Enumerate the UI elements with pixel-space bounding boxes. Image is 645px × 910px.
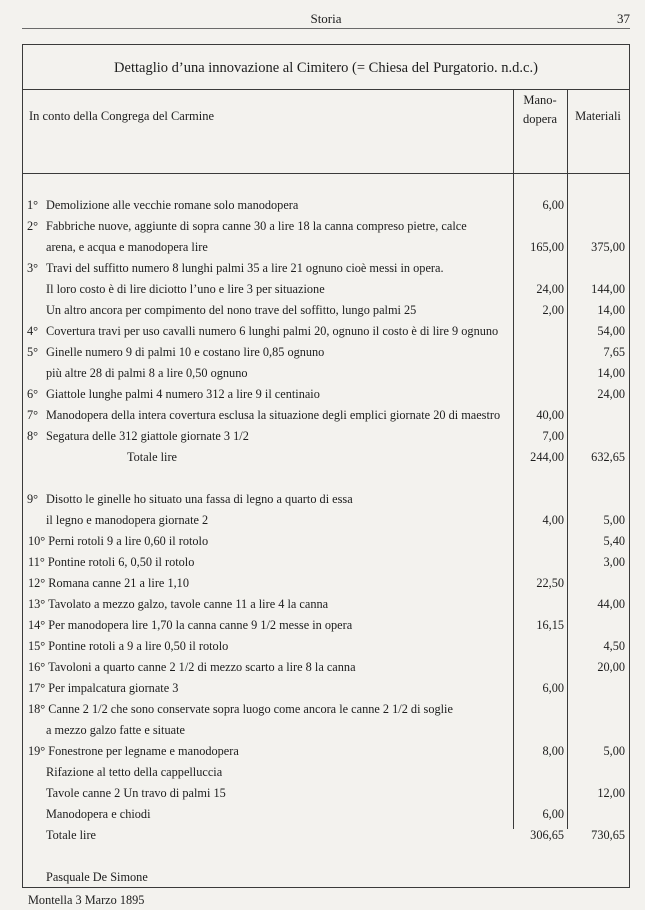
materiali-value: 14,00: [597, 366, 625, 380]
row-description: 13° Tavolato a mezzo galzo, tavole canne 11 a lire 4 la canna: [28, 597, 329, 611]
table-row: [23, 510, 629, 530]
materiali-value: 20,00: [597, 660, 625, 674]
table-row: [23, 489, 629, 509]
table-row: [23, 237, 629, 257]
materiali-value: 144,00: [591, 282, 625, 296]
manodopera-value: 6,00: [542, 198, 564, 212]
row-number: 9°: [27, 492, 39, 506]
table-row: [23, 573, 629, 593]
manodopera-value: 24,00: [536, 282, 564, 296]
materiali-value: 4,50: [603, 639, 625, 653]
materiali-value: 3,00: [603, 555, 625, 569]
table-row: [23, 216, 629, 236]
table-row: [23, 300, 629, 320]
page-number: 37: [617, 11, 630, 26]
materiali-value: 5,00: [603, 513, 625, 527]
row-description: Un altro ancora per compimento del nono trave del soffitto, lungo palmi 25: [46, 303, 417, 317]
table-row: [23, 321, 629, 341]
row-description: 19° Fonestrone per legname e manodopera: [28, 744, 239, 758]
manodopera-header: [513, 89, 567, 174]
table-row: [23, 363, 629, 383]
row-description: 11° Pontine rotoli 6, 0,50 il rotolo: [28, 555, 195, 569]
manodopera-value: 6,00: [542, 681, 564, 695]
table-row: [23, 741, 629, 761]
manodopera-value: 6,00: [542, 807, 564, 821]
materiali-value: 44,00: [597, 597, 625, 611]
row-description: Totale lire: [127, 450, 178, 464]
table-row: [23, 825, 629, 845]
row-description: arena, e acqua e manodopera lire: [46, 240, 208, 254]
row-description: Il loro costo è di lire diciotto l’uno e lire 3 per situazione: [46, 282, 325, 296]
row-description: Pasquale De Simone: [46, 870, 148, 884]
row-description: Totale lire: [46, 828, 97, 842]
row-number: 8°: [27, 429, 39, 443]
manodopera-value: 40,00: [536, 408, 564, 422]
row-description: Ginelle numero 9 di palmi 10 e costano lire 0,85 ognuno: [46, 345, 325, 359]
table-row: [23, 657, 629, 677]
row-description: Disotto le ginelle ho situato una fassa di legno a quarto di essa: [46, 492, 353, 506]
row-number: 1°: [27, 198, 39, 212]
row-description: 14° Per manodopera lire 1,70 la canna canne 9 1/2 messe in opera: [28, 618, 353, 632]
table-row: [23, 531, 629, 551]
row-number: 6°: [27, 387, 39, 401]
row-description: Montella 3 Marzo 1895: [28, 893, 145, 907]
page-header: [22, 8, 630, 29]
row-description: a mezzo galzo fatte e situate: [46, 723, 185, 737]
row-description: 18° Canne 2 1/2 che sono conservate sopra luogo come ancora le canne 2 1/2 di soglie: [28, 702, 453, 716]
table-row: [23, 699, 629, 719]
table-row: [23, 258, 629, 278]
row-description: 16° Tavoloni a quarto canne 2 1/2 di mezzo scarto a lire 8 la canna: [28, 660, 356, 674]
row-description: Tavole canne 2 Un travo di palmi 15: [46, 786, 226, 800]
manodopera-value: 16,15: [536, 618, 564, 632]
manodopera-value: 22,50: [536, 576, 564, 590]
table-row: [23, 720, 629, 740]
table-row: [23, 594, 629, 614]
manodopera-value: 165,00: [530, 240, 564, 254]
table-row: [23, 552, 629, 572]
row-description: Travi del suffitto numero 8 lunghi palmi 35 a lire 21 ognuno cioè messi in opera.: [46, 261, 444, 275]
table-row: [23, 890, 629, 910]
manodopera-value: 306,65: [530, 828, 564, 842]
row-description: Manodopera e chiodi: [46, 807, 151, 821]
table-row: [23, 447, 629, 467]
materiali-value: 54,00: [597, 324, 625, 338]
materiali-value: 5,40: [603, 534, 625, 548]
row-description: 10° Perni rotoli 9 a lire 0,60 il rotolo: [28, 534, 209, 548]
table-title: Dettaglio d’una innovazione al Cimitero (= Chiesa del Purgatorio. n.d.c.): [23, 45, 629, 90]
row-number: 2°: [27, 219, 39, 233]
manodopera-value: 8,00: [542, 744, 564, 758]
table-row: [23, 279, 629, 299]
materiali-value: 632,65: [591, 450, 625, 464]
materiali-value: 5,00: [603, 744, 625, 758]
materiali-value: 7,65: [603, 345, 625, 359]
description-header: [23, 89, 513, 174]
table-row: [23, 384, 629, 404]
materiali-value: 14,00: [597, 303, 625, 317]
row-number: 4°: [27, 324, 39, 338]
materiali-header-label: Materiali: [575, 109, 621, 123]
table-row: [23, 615, 629, 635]
row-description: Giattole lunghe palmi 4 numero 312 a lire 9 il centinaio: [46, 387, 320, 401]
materiali-header: [567, 89, 629, 174]
materiali-value: 730,65: [591, 828, 625, 842]
materiali-value: 12,00: [597, 786, 625, 800]
table-row: [23, 804, 629, 824]
row-description: 12° Romana canne 21 a lire 1,10: [28, 576, 189, 590]
materiali-value: 375,00: [591, 240, 625, 254]
table-row: [23, 195, 629, 215]
row-description: il legno e manodopera giornate 2: [46, 513, 209, 527]
row-number: 7°: [27, 408, 39, 422]
row-description: 17° Per impalcatura giornate 3: [28, 681, 179, 695]
row-description: Rifazione al tetto della cappelluccia: [46, 765, 223, 779]
table-row: [23, 678, 629, 698]
manodopera-header-line1: Mano-: [523, 93, 557, 107]
row-description: 15° Pontine rotoli a 9 a lire 0,50 il rotolo: [28, 639, 229, 653]
manodopera-value: 4,00: [542, 513, 564, 527]
manodopera-value: 7,00: [542, 429, 564, 443]
document-table: [22, 44, 630, 907]
row-description: Fabbriche nuove, aggiunte di sopra canne 30 a lire 18 la canna compreso pietre, calce: [46, 219, 467, 233]
row-number: 5°: [27, 345, 39, 359]
table-row: [23, 342, 629, 362]
table-row: [23, 762, 629, 782]
section-title: Storia: [310, 11, 342, 26]
table-row: [23, 405, 629, 425]
table-row: [23, 426, 629, 446]
row-description: Manodopera della intera covertura esclusa la situazione degli emplici giornate 20 di maestro: [46, 408, 501, 422]
table-row: [23, 636, 629, 656]
row-description: più altre 28 di palmi 8 a lire 0,50 ognuno: [46, 366, 248, 380]
materiali-value: 24,00: [597, 387, 625, 401]
manodopera-value: 2,00: [542, 303, 564, 317]
table-row: [23, 867, 629, 887]
row-description: Segatura delle 312 giattole giornate 3 1/2: [46, 429, 249, 443]
row-number: 3°: [27, 261, 39, 275]
table-row: [23, 783, 629, 803]
manodopera-value: 244,00: [530, 450, 564, 464]
row-description: Demolizione alle vecchie romane solo manodopera: [46, 198, 299, 212]
row-description: Covertura travi per uso cavalli numero 6 lunghi palmi 20, ognuno il costo è di lire 9 ognuno: [46, 324, 499, 338]
manodopera-header-line2: dopera: [522, 112, 557, 126]
description-header-label: In conto della Congrega del Carmine: [29, 109, 215, 123]
